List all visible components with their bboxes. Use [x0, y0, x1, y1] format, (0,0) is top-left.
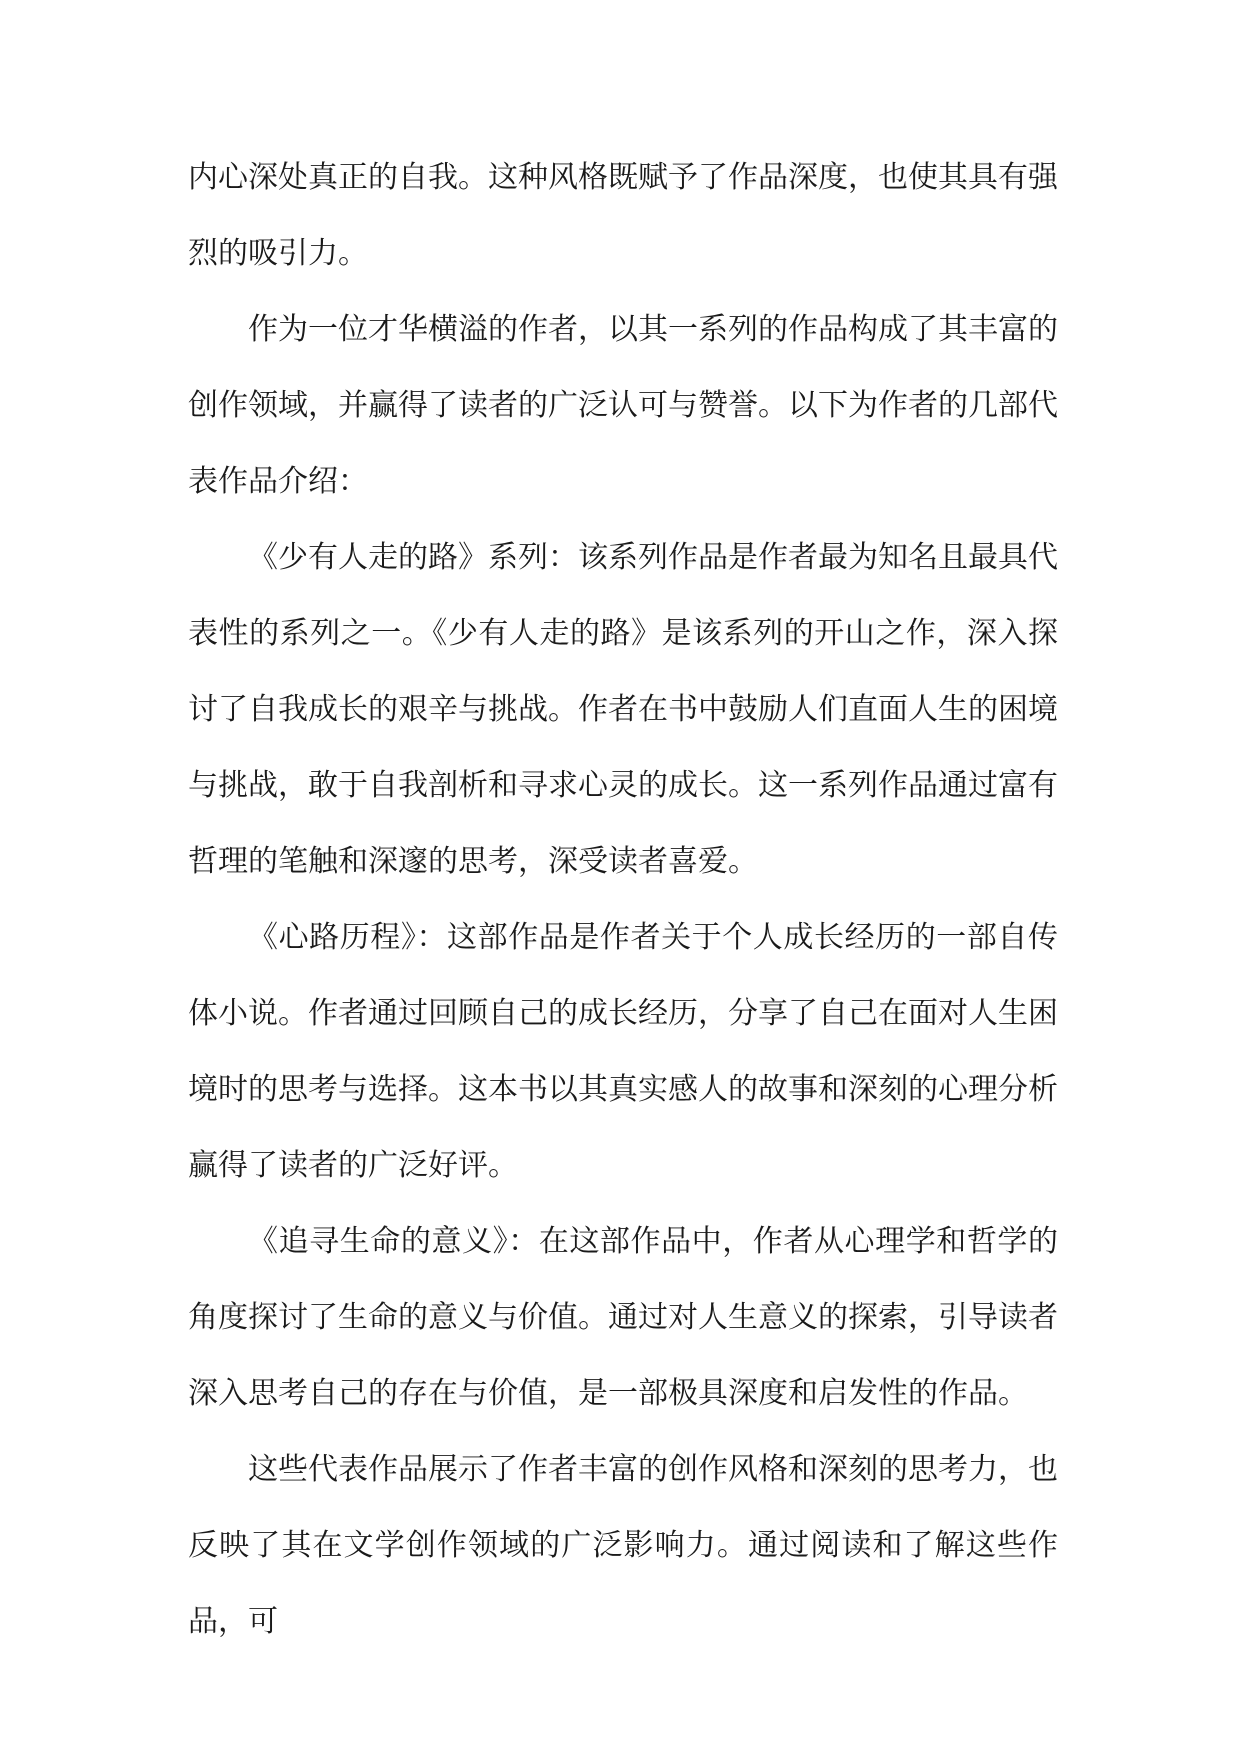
- paragraph-3: 《少有人走的路》系列：该系列作品是作者最为知名且最具代表性的系列之一。《少有人走的路》是该系列的开山之作，深入探讨了自我成长的艰辛与挑战。作者在书中鼓励人们直面人生的困境与挑战，敢于自我剖析和寻求心灵的成长。这一系列作品通过富有哲理的笔触和深邃的思考，深受读者喜爱。: [188, 540, 1058, 879]
- paragraph-4: 《心路历程》：这部作品是作者关于个人成长经历的一部自传体小说。作者通过回顾自己的成长经历，分享了自己在面对人生困境时的思考与选择。这本书以其真实感人的故事和深刻的心理分析赢得了读者的广泛好评。: [188, 920, 1058, 1183]
- body-text: [188, 140, 1058, 1660]
- paragraph-1: 内心深处真正的自我。这种风格既赋予了作品深度，也使其具有强烈的吸引力。: [188, 160, 1058, 271]
- paragraph-5: 《追寻生命的意义》：在这部作品中，作者从心理学和哲学的角度探讨了生命的意义与价值。通过对人生意义的探索，引导读者深入思考自己的存在与价值，是一部极具深度和启发性的作品。: [188, 1224, 1058, 1411]
- paragraph-6: 这些代表作品展示了作者丰富的创作风格和深刻的思考力，也反映了其在文学创作领域的广泛影响力。通过阅读和了解这些作品，可: [188, 1452, 1058, 1639]
- paragraph-2: 作为一位才华横溢的作者，以其一系列的作品构成了其丰富的创作领域，并赢得了读者的广泛认可与赞誉。以下为作者的几部代表作品介绍：: [188, 312, 1058, 499]
